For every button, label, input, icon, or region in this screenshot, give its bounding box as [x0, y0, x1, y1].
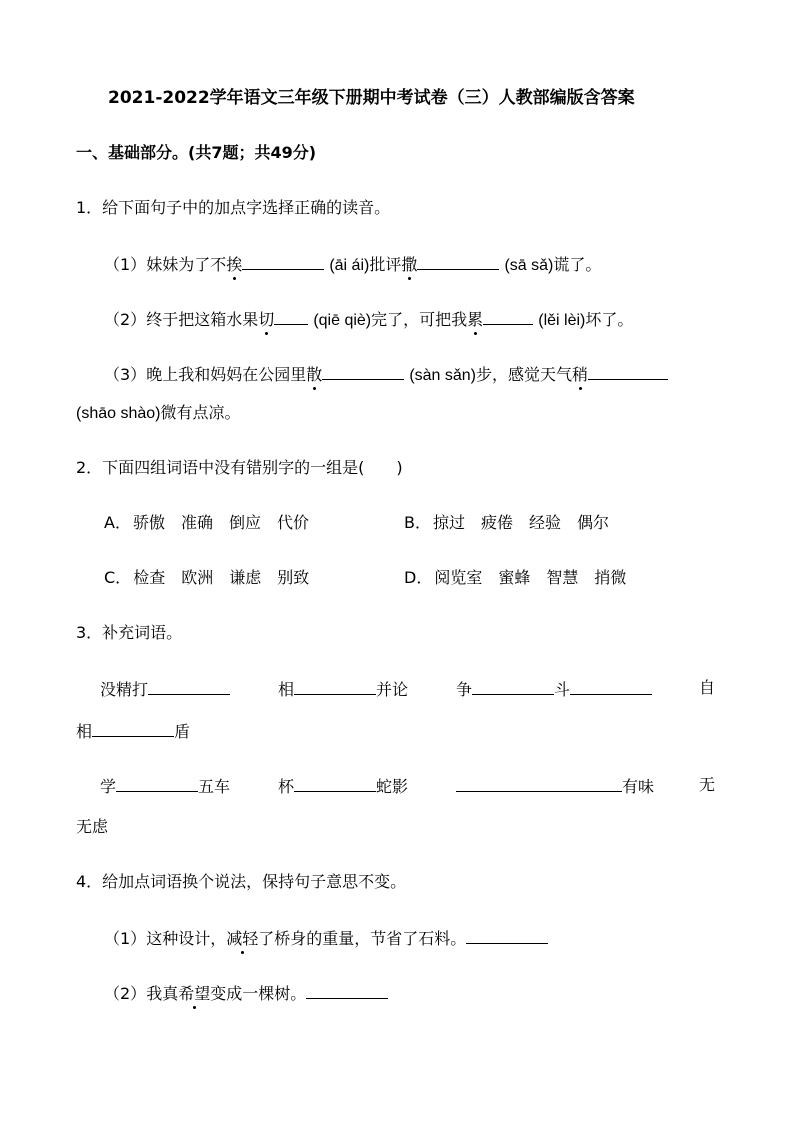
idiom-text: 盾 — [174, 722, 191, 741]
idiom-text: 学 — [100, 777, 117, 796]
answer-blank[interactable] — [294, 775, 376, 792]
answer-blank[interactable] — [570, 678, 652, 695]
option-word: 经验 — [529, 513, 562, 532]
dotted-char: 累 — [467, 310, 484, 329]
idiom-text: 五车 — [198, 777, 231, 796]
sentence-text: 批评 — [369, 255, 402, 274]
option-word: 智慧 — [546, 568, 579, 587]
option-word: 疲倦 — [481, 513, 514, 532]
question-1-sentence-3-cont — [76, 403, 241, 424]
answer-blank[interactable] — [322, 363, 404, 380]
dotted-char: 挨 — [226, 255, 243, 274]
sentence-text: 变成一棵树。 — [210, 984, 307, 1003]
sentence-text: 这种设计， — [146, 929, 227, 948]
idiom-item — [456, 775, 654, 797]
idiom-text: 有味 — [622, 777, 655, 796]
answer-blank[interactable] — [456, 775, 622, 792]
sentence-text: 坏了。 — [585, 310, 634, 329]
pinyin-options: (āi ái) — [329, 257, 370, 274]
idiom-item — [699, 775, 715, 795]
sentence-text: 步，感觉天气 — [476, 365, 573, 384]
idiom-text: 自 — [699, 678, 716, 697]
option-label: D． — [404, 568, 433, 587]
option-word: 代价 — [277, 513, 310, 532]
section-heading: 一、基础部分。(共7题；共49分) — [76, 143, 317, 162]
pinyin-options: (lěi lèi) — [538, 312, 586, 329]
answer-blank[interactable] — [242, 253, 324, 270]
idiom-item — [100, 678, 230, 700]
answer-blank[interactable] — [466, 927, 548, 944]
sentence-number: （2） — [104, 310, 147, 329]
option-word: 检查 — [133, 568, 166, 587]
question-1-sentence-2 — [104, 308, 633, 331]
page-title: 2021-2022学年语文三年级下册期中考试卷（三）人教部编版含答案 — [108, 88, 635, 108]
idiom-text: 蛇影 — [376, 777, 409, 796]
question-4-sentence-2 — [104, 982, 388, 1004]
pinyin-options: (sā sǎ) — [504, 257, 554, 274]
idiom-item — [76, 720, 190, 742]
option-word: 别致 — [277, 568, 310, 587]
answer-blank[interactable] — [417, 253, 499, 270]
idiom-text: 斗 — [554, 680, 571, 699]
sentence-number: （2） — [104, 984, 147, 1003]
pinyin-options: (sàn sǎn) — [409, 367, 477, 384]
question-1-stem: 1．给下面句子中的加点字选择正确的读音。 — [76, 198, 391, 217]
dotted-char: 散 — [306, 365, 323, 384]
option-word: 偶尔 — [577, 513, 610, 532]
answer-blank[interactable] — [483, 308, 533, 325]
sentence-text: 微有点凉。 — [160, 403, 241, 422]
sentence-text: 谎了。 — [553, 255, 602, 274]
pinyin-options: (shāo shào) — [76, 405, 161, 422]
idiom-item — [699, 678, 715, 698]
option-a[interactable] — [104, 513, 325, 533]
question-1-sentence-1 — [104, 253, 601, 276]
option-d[interactable] — [404, 568, 642, 588]
dotted-word: 希望 — [178, 984, 211, 1003]
answer-blank[interactable] — [148, 678, 230, 695]
question-1-sentence-3 — [104, 363, 668, 386]
sentence-text: 终于把这箱水果 — [146, 310, 259, 329]
question-4-stem: 4．给加点词语换个说法，保持句子意思不变。 — [76, 872, 407, 891]
option-word: 阅览室 — [434, 568, 483, 587]
idiom-item — [278, 678, 408, 700]
answer-blank[interactable] — [294, 678, 376, 695]
sentence-number: （1） — [104, 929, 147, 948]
question-4-sentence-1 — [104, 927, 548, 949]
idiom-item — [456, 678, 652, 700]
option-b[interactable] — [404, 513, 625, 533]
option-word: 准确 — [180, 513, 213, 532]
sentence-text: 完了，可把我 — [371, 310, 468, 329]
idiom-item — [278, 775, 408, 797]
answer-blank[interactable] — [306, 982, 388, 999]
pinyin-options: (qiē qiè) — [313, 312, 372, 329]
option-word: 掠过 — [432, 513, 465, 532]
option-word: 蜜蜂 — [498, 568, 531, 587]
sentence-text: 了桥身的重量，节省了石料。 — [258, 929, 467, 948]
idiom-text: 没精打 — [100, 680, 149, 699]
option-label: C． — [104, 568, 132, 587]
idiom-item — [76, 817, 108, 837]
idiom-text: 无虑 — [76, 817, 109, 836]
question-2-stem: 2．下面四组词语中没有错别字的一组是( ) — [76, 458, 403, 477]
option-word: 捎微 — [594, 568, 627, 587]
dotted-char: 切 — [258, 310, 275, 329]
answer-blank[interactable] — [588, 363, 668, 380]
idiom-text: 无 — [699, 775, 716, 794]
answer-blank[interactable] — [274, 308, 308, 325]
sentence-text: 晚上我和妈妈在公园里 — [146, 365, 307, 384]
option-word: 欧洲 — [181, 568, 214, 587]
idiom-text: 杯 — [278, 777, 295, 796]
question-3-stem: 3．补充词语。 — [76, 623, 183, 642]
sentence-text: 我真 — [146, 984, 179, 1003]
option-word: 倒应 — [228, 513, 261, 532]
answer-blank[interactable] — [472, 678, 554, 695]
dotted-char: 稍 — [572, 365, 589, 384]
answer-blank[interactable] — [116, 775, 198, 792]
idiom-text: 相 — [278, 680, 295, 699]
option-label: A． — [104, 513, 131, 532]
sentence-text: 妹妹为了不 — [146, 255, 227, 274]
sentence-number: （3） — [104, 365, 147, 384]
sentence-number: （1） — [104, 255, 147, 274]
option-label: B． — [404, 513, 431, 532]
dotted-char: 撒 — [401, 255, 418, 274]
answer-blank[interactable] — [92, 720, 174, 737]
option-c[interactable] — [104, 568, 325, 588]
option-word: 骄傲 — [132, 513, 165, 532]
dotted-word: 减轻 — [226, 929, 259, 948]
idiom-item — [100, 775, 230, 797]
idiom-text: 并论 — [376, 680, 409, 699]
option-word: 谦虑 — [229, 568, 262, 587]
idiom-text: 争 — [456, 680, 473, 699]
idiom-text: 相 — [76, 722, 93, 741]
